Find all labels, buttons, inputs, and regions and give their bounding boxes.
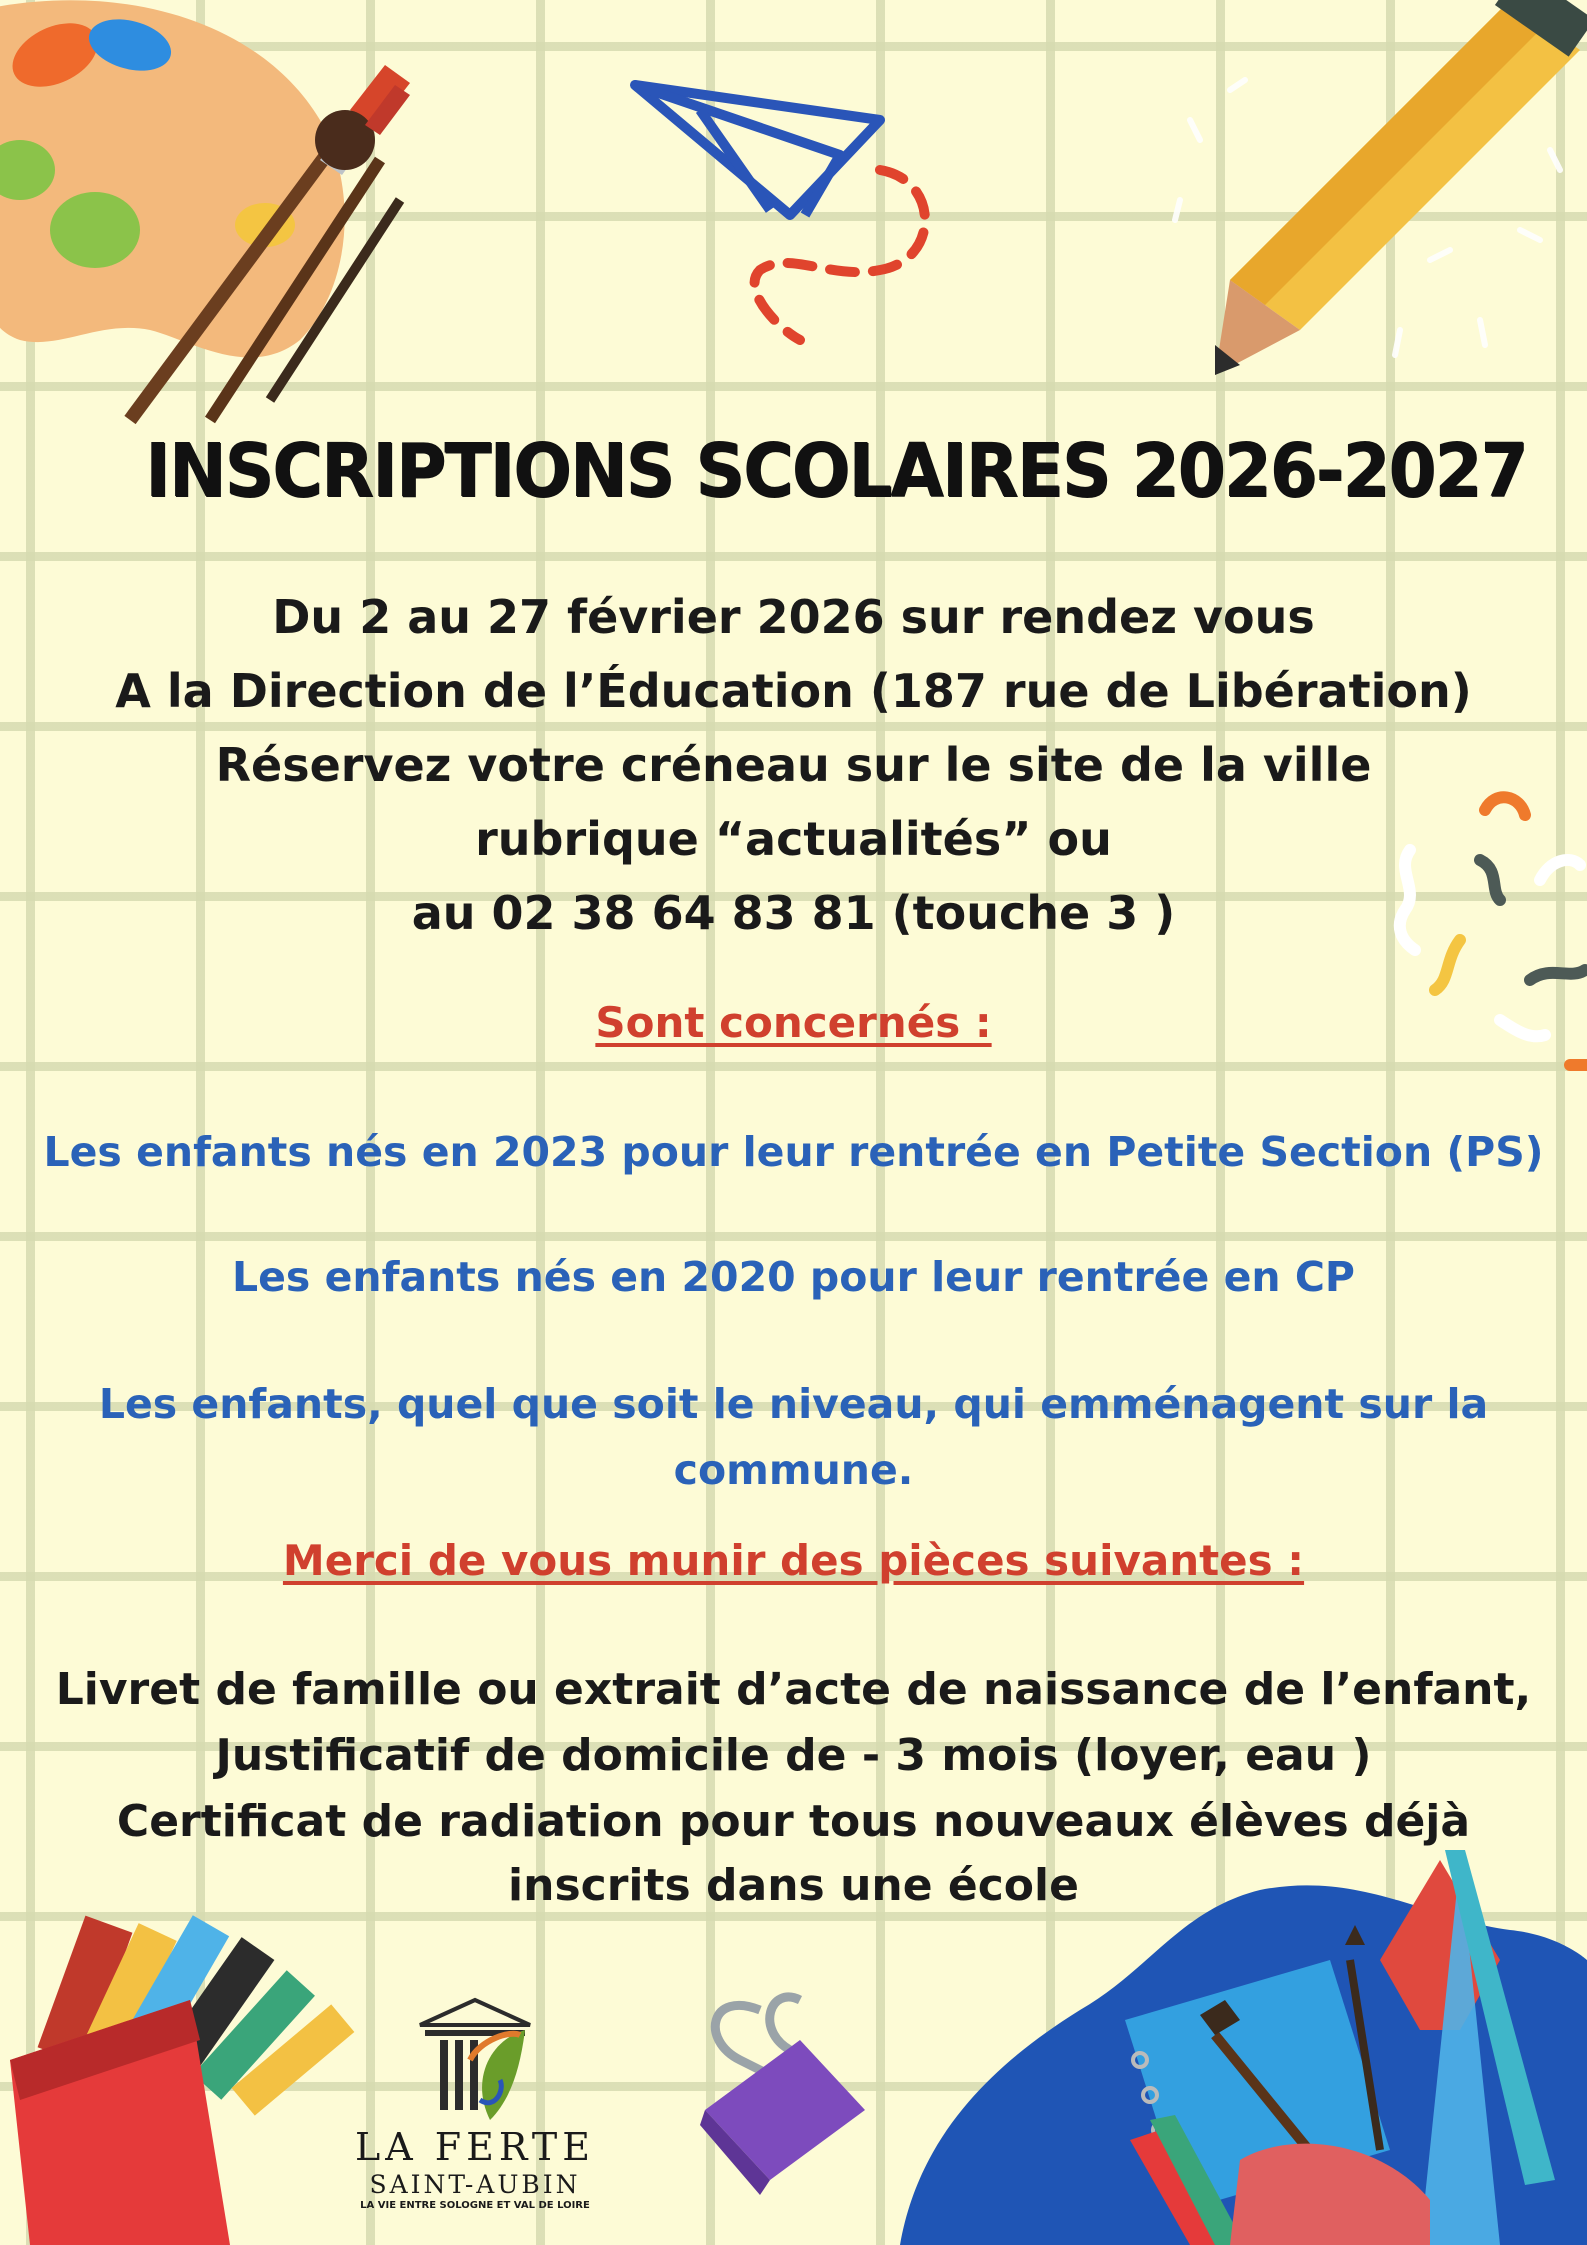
intro-section: rubrique “actualités” ou <box>475 812 1112 866</box>
concerned-heading: Sont concernés : <box>595 998 992 1047</box>
page-title: INSCRIPTIONS SCOLAIRES 2026-2027 <box>145 428 1527 514</box>
intro-address: A la Direction de l’Éducation (187 rue de Libération) <box>115 664 1472 718</box>
concerned-item: Les enfants nés en 2020 pour leur rentrée en CP <box>232 1253 1355 1301</box>
logo-tagline: LA VIE ENTRE SOLOGNE ET VAL DE LOIRE <box>360 2200 590 2211</box>
intro-phone: au 02 38 64 83 81 (touche 3 ) <box>411 886 1176 940</box>
intro-booking: Réservez votre créneau sur le site de la ville <box>215 738 1372 792</box>
paper-plane-icon <box>635 85 880 215</box>
intro-dates: Du 2 au 27 février 2026 sur rendez vous <box>272 590 1315 644</box>
documents-heading: Merci de vous munir des pièces suivantes : <box>282 1536 1305 1585</box>
document-item: Justificatif de domicile de - 3 mois (loyer, eau ) <box>215 1730 1372 1781</box>
document-item: Livret de famille ou extrait d’acte de naissance de l’enfant, <box>55 1664 1532 1715</box>
binder-clip-icon <box>700 1997 865 2195</box>
paint-palette-icon <box>0 0 410 420</box>
concerned-item: Les enfants, quel que soit le niveau, qui emménagent sur la <box>98 1380 1489 1428</box>
logo-line1: LA FERTE <box>355 2125 595 2169</box>
document-item: Certificat de radiation pour tous nouveaux élèves déjà <box>116 1796 1471 1847</box>
document-item-continued: inscrits dans une école <box>508 1860 1079 1911</box>
concerned-item-continued: commune. <box>673 1446 914 1494</box>
pencil-icon <box>1215 0 1587 375</box>
town-hall-logo-icon <box>420 2000 530 2120</box>
colored-pencils-cup-icon <box>10 1915 354 2245</box>
concerned-item: Les enfants nés en 2023 pour leur rentrée en Petite Section (PS) <box>43 1128 1544 1176</box>
logo-line2: SAINT-AUBIN <box>369 2170 581 2199</box>
